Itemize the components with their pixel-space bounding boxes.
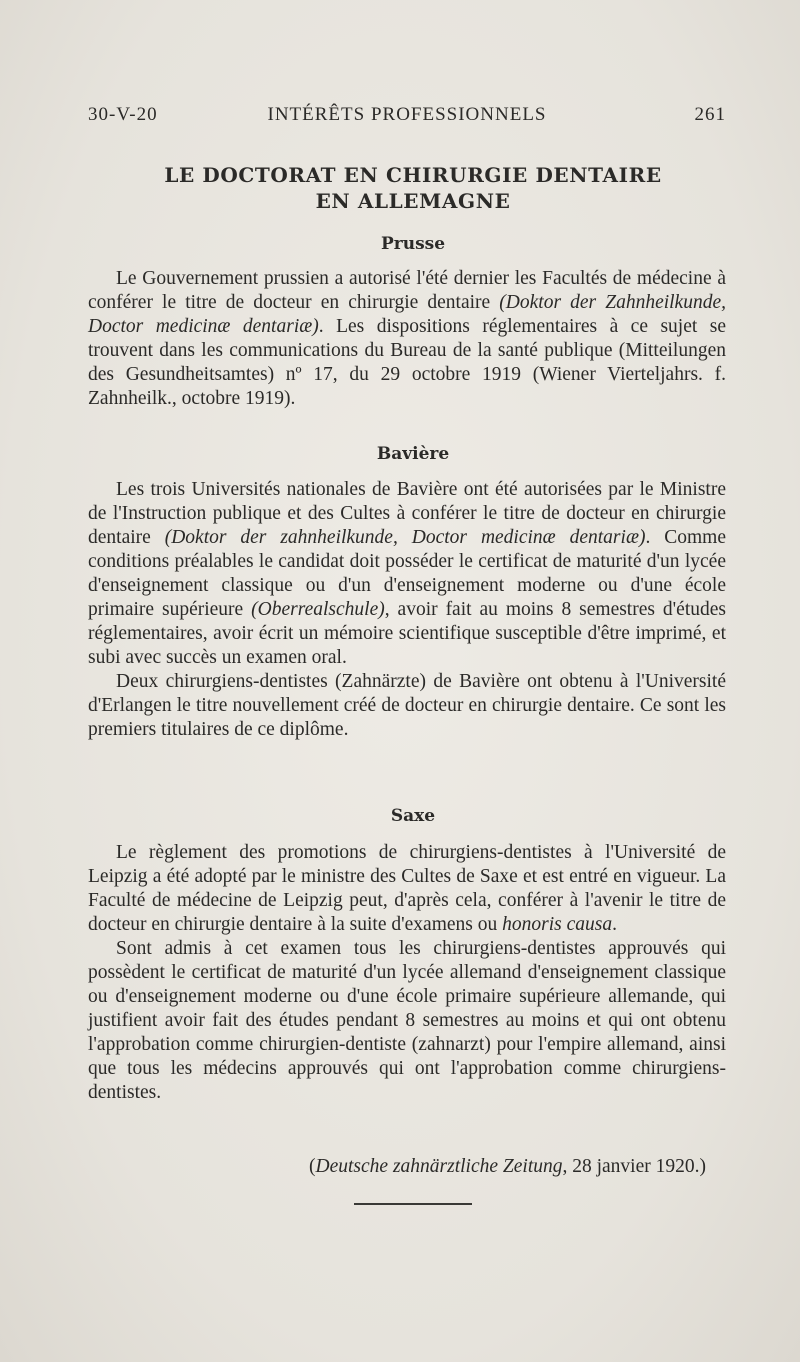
source-citation bbox=[88, 1156, 706, 1178]
paragraph: Sont admis à cet examen tous les chirurgiens-dentistes approuvés qui possèdent le certificat de maturité d'un lycée allemand d'enseignement classique ou d'enseignement moderne ou d'une école primaire supérieure allemande, qui justifient avoir fait des études pendant 8 semestres au moins et qui ont obtenu l'approbation comme chirurgien-dentiste (zahnarzt) pour l'empire allemand, ainsi que tous les médecins approuvés qui ont l'approbation comme chirurgiens-dentistes. bbox=[88, 938, 726, 1103]
text-run-italic: Deutsche zahnärztliche Zeitung bbox=[315, 1156, 563, 1177]
section-heading-saxe: Saxe bbox=[390, 806, 436, 826]
text-run: Les trois Universités nationales de Bavière ont été autorisées par le Ministre de l'Instruction publique et des Cultes à conférer le titre de docteur en chirurgie dentaire bbox=[88, 479, 726, 548]
page-number: 261 bbox=[694, 104, 726, 125]
running-head bbox=[88, 104, 726, 132]
text-run: Le règlement des promotions de chirurgiens-dentistes à l'Université de Leipzig a été adopté par le ministre des Cultes de Saxe et est entré en vigueur. La Faculté de médecine de Leipzig peut, d'après cela, conférer à l'avenir le titre de docteur en chirurgie dentaire à la suite d'examens ou bbox=[88, 842, 726, 935]
paragraph bbox=[88, 841, 726, 937]
section-body-baviere bbox=[88, 478, 726, 742]
text-run-italic: (Doktor der zahnheilkunde, Doctor medicinæ dentariæ) bbox=[164, 527, 646, 548]
paragraph bbox=[88, 478, 726, 670]
section-body-prusse bbox=[88, 267, 726, 411]
header-section-title: INTÉRÊTS PROFESSIONNELS bbox=[267, 104, 547, 125]
article-title-line-1: LE DOCTORAT EN CHIRURGIE DENTAIRE bbox=[164, 163, 662, 187]
article-title bbox=[88, 162, 738, 214]
paragraph bbox=[88, 267, 726, 411]
text-run: Le Gouvernement prussien a autorisé l'été dernier les Facultés de médecine à conférer le titre de docteur en chirurgie dentaire bbox=[88, 268, 726, 313]
text-run: ( bbox=[309, 1156, 316, 1177]
paragraph: Deux chirurgiens-dentistes (Zahnärzte) de Bavière ont obtenu à l'Université d'Erlangen le titre nouvellement créé de docteur en chirurgie dentaire. Ce sont les premiers titulaires de ce diplôme. bbox=[88, 671, 726, 740]
section-body-saxe bbox=[88, 841, 726, 1105]
section-heading-prusse: Prusse bbox=[380, 234, 446, 254]
article-title-line-2: EN ALLEMAGNE bbox=[315, 189, 511, 213]
text-run: , avoir fait au moins 8 semestres d'études réglementaires, avoir écrit un mémoire scientifique susceptible d'être imprimé, et subi avec succès un examen oral. bbox=[88, 599, 726, 668]
end-rule bbox=[354, 1203, 472, 1205]
text-run: , 28 janvier 1920.) bbox=[562, 1156, 706, 1177]
text-run-italic: (Oberrealschule) bbox=[251, 599, 385, 620]
text-run-italic: honoris causa bbox=[502, 914, 613, 935]
section-heading-baviere: Bavière bbox=[376, 444, 450, 464]
text-run: . bbox=[612, 914, 617, 935]
text-run-italic: (Doktor der Zahnheilkunde, Doctor medicinæ dentariæ) bbox=[88, 292, 726, 337]
text-run: . Comme conditions préalables le candidat doit posséder le certificat de maturité d'un lycée d'enseignement classique ou d'un d'enseignement moderne ou d'une école primaire supérieure bbox=[88, 527, 727, 620]
header-date: 30-V-20 bbox=[88, 104, 158, 125]
text-run: . Les dispositions réglementaires à ce sujet se trouvent dans les communications du Bureau de la santé publique (Mitteilungen des Gesundheitsamtes) nº 17, du 29 octobre 1919 (Wiener Vierteljahrs. f. Zahnheilk., octobre 1919). bbox=[88, 316, 726, 409]
